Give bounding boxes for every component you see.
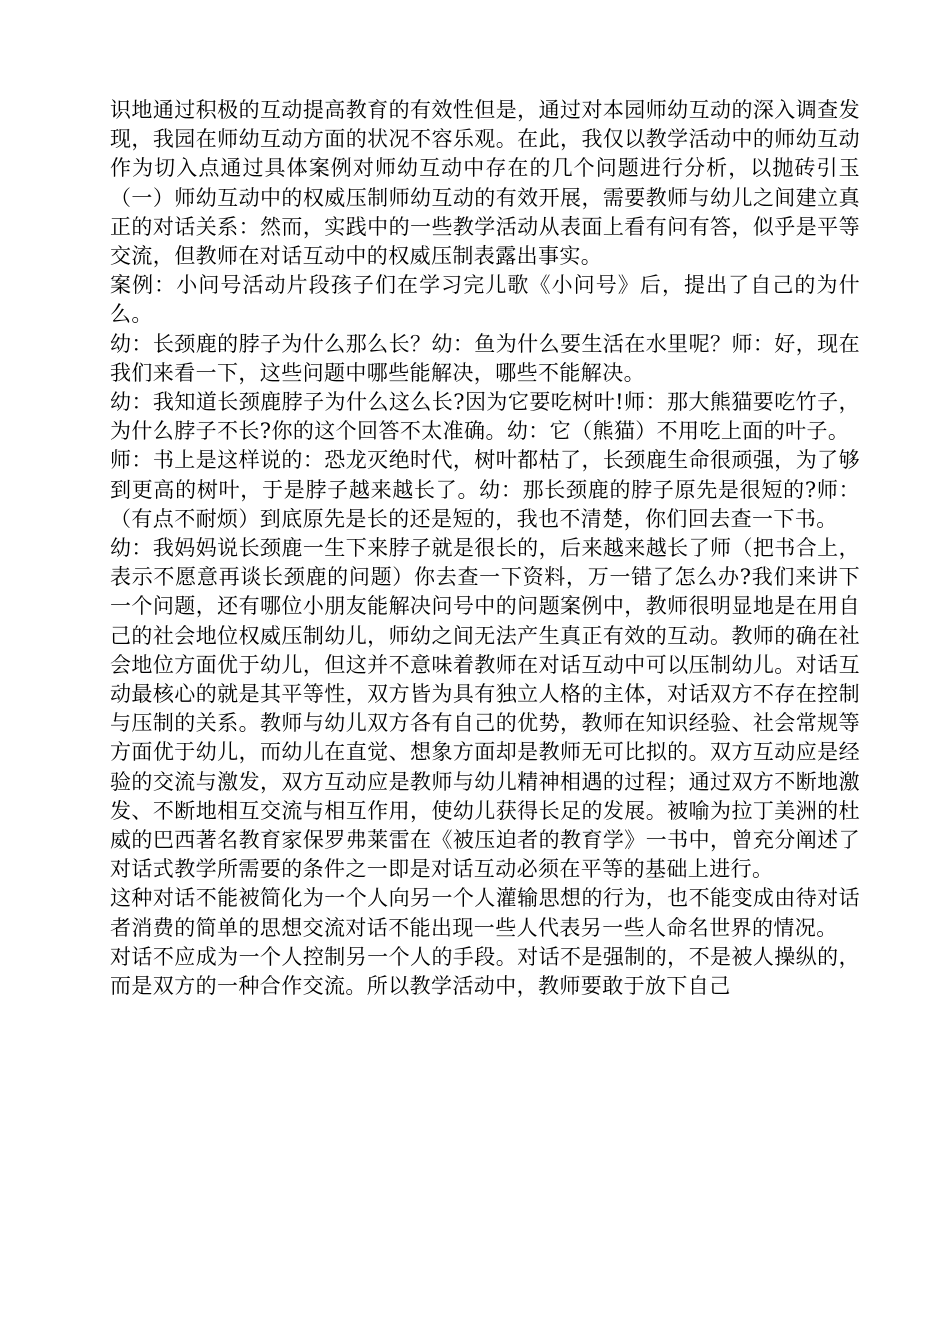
paragraph-dialogue-nature: 这种对话不能被简化为一个人向另一个人灌输思想的行为，也不能变成由待对话者消费的简单的思想交流对话不能出现一些人代表另一些人命名世界的情况。: [110, 886, 860, 940]
paragraph-case: 案例：小问号活动片段孩子们在学习完儿歌《小问号》后，提出了自己的为什么。: [110, 273, 860, 327]
document-body: [110, 96, 860, 1001]
paragraph-dialogue-3: 师：书上是这样说的：恐龙灭绝时代，树叶都枯了，长颈鹿生命很顽强，为了够到更高的树叶，于是脖子越来越长了。幼：那长颈鹿的脖子原先是很短的?师：（有点不耐烦）到底原先是长的还是短的，我也不清楚，你们回去查一下书。: [110, 448, 860, 531]
paragraph-analysis: 幼：我妈妈说长颈鹿一生下来脖子就是很长的，后来越来越长了师（把书合上，表示不愿意再谈长颈鹿的问题）你去查一下资料，万一错了怎么办?我们来讲下一个问题，还有哪位小朋友能解决问号中的问题案例中，教师很明显地是在用自己的社会地位权威压制幼儿，师幼之间无法产生真正有效的互动。教师的确在社会地位方面优于幼儿，但这并不意味着教师在对话互动中可以压制幼儿。对话互动最核心的就是其平等性，双方皆为具有独立人格的主体，对话双方不存在控制与压制的关系。教师与幼儿双方各有自己的优势，教师在知识经验、社会常规等方面优于幼儿，而幼儿在直觉、想象方面却是教师无可比拟的。双方互动应是经验的交流与激发，双方互动应是教师与幼儿精神相遇的过程；通过双方不断地激发、不断地相互交流与相互作用，使幼儿获得长足的发展。被喻为拉丁美洲的杜威的巴西著名教育家保罗弗莱雷在《被压迫者的教育学》一书中，曾充分阐述了对话式教学所需要的条件之一即是对话互动必须在平等的基础上进行。: [110, 536, 860, 882]
paragraph-dialogue-2: 幼：我知道长颈鹿脖子为什么这么长?因为它要吃树叶!师：那大熊猫要吃竹子，为什么脖子不长?你的这个回答不太准确。幼：它（熊猫）不用吃上面的叶子。: [110, 390, 860, 444]
paragraph-dialogue-1: 幼：长颈鹿的脖子为什么那么长？幼：鱼为什么要生活在水里呢？师：好，现在我们来看一下，这些问题中哪些能解决，哪些不能解决。: [110, 331, 860, 385]
paragraph-dialogue-control: 对话不应成为一个人控制另一个人的手段。对话不是强制的，不是被人操纵的，而是双方的一种合作交流。所以教学活动中，教师要敢于放下自己: [110, 944, 860, 999]
paragraph-intro: 识地通过积极的互动提高教育的有效性但是，通过对本园师幼互动的深入调查发现，我园在师幼互动方面的状况不容乐观。在此，我仅以教学活动中的师幼互动作为切入点通过具体案例对师幼互动中存在的几个问题进行分析，以抛砖引玉（一）师幼互动中的权威压制师幼互动的有效开展，需要教师与幼儿之间建立真正的对话关系：然而，实践中的一些教学活动从表面上看有问有答，似乎是平等交流，但教师在对话互动中的权威压制表露出事实。: [110, 98, 860, 269]
